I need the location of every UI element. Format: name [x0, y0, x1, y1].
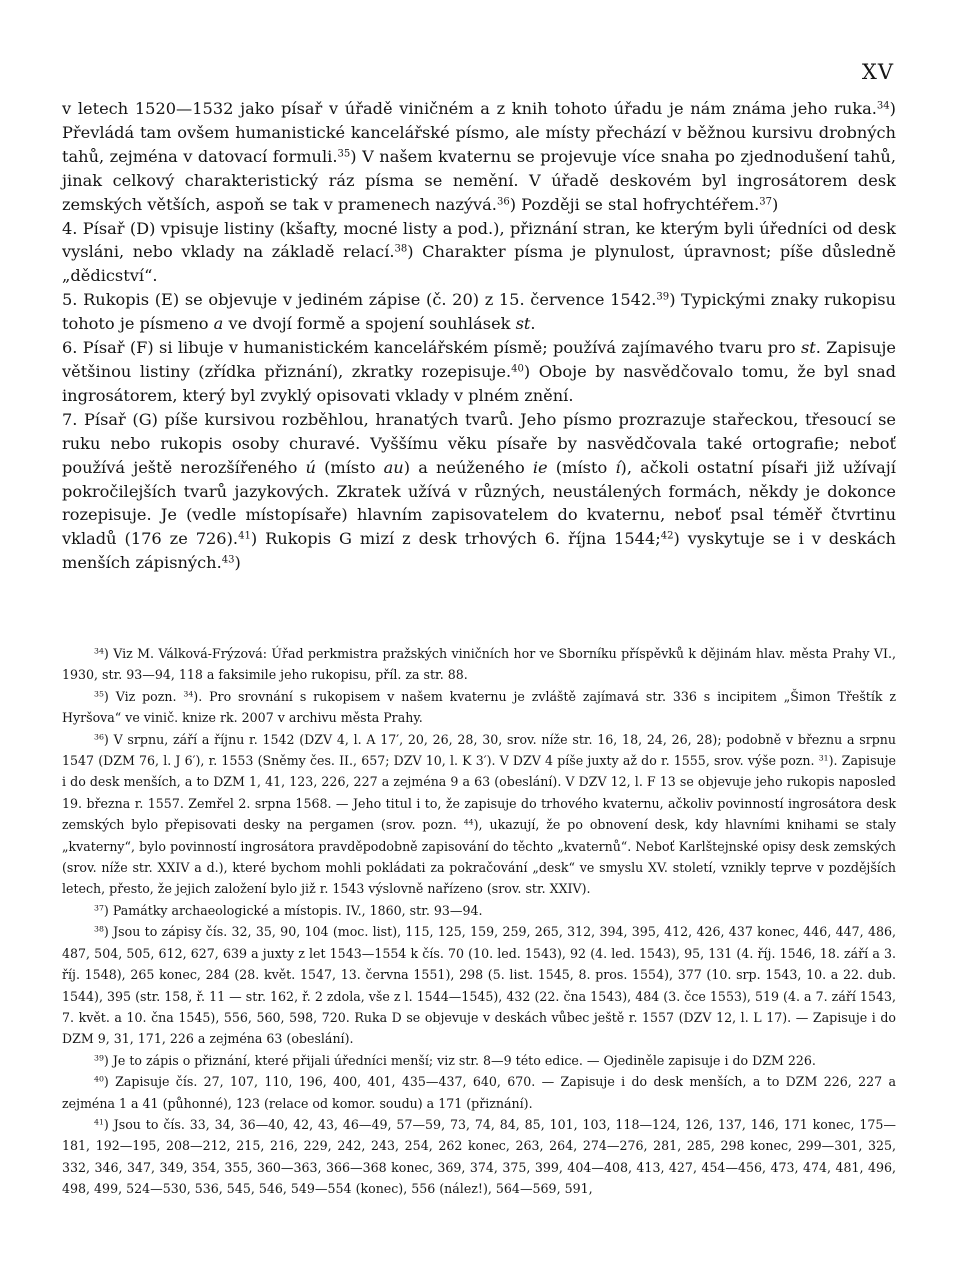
paragraph	[62, 288, 896, 336]
footnote	[62, 729, 896, 900]
italic-text: í	[615, 457, 621, 477]
text-run: ) Typickými znaky rukopisu tohoto je písmeno	[62, 290, 896, 334]
footnote	[62, 686, 896, 729]
text-run: 5. Rukopis (E) se objevuje v jediném zápise (č. 20) z 15. července 1542.	[62, 290, 657, 310]
footnote	[62, 1050, 896, 1071]
footnote-ref: 44	[463, 817, 474, 827]
text-run: ) Památky archaeologické a místopis. IV., 1860, str. 93—94.	[103, 902, 483, 918]
footnote-ref: 36	[496, 196, 510, 208]
footnote-ref: 38	[394, 243, 408, 255]
footnote-ref: 37	[759, 196, 772, 208]
footnote	[62, 921, 896, 1049]
text-run: (místo	[547, 457, 616, 477]
text-run: ve dvojí formě a spojení souhlásek	[223, 314, 516, 334]
text-run: ). Zapisuje i do desk menších, a to DZM 1, 41, 123, 226, 227 a zejména 9 a 63 (obeslání). V DZV 12, l. F 13 se objevuje jeho rukopis naposled 19. března r. 1557. Zemřel 2. srpna 1568. — Jeho titul i to, že zapisuje do trhového kvaternu, ačkoliv povinností ingrosátora desk zemských bylo přepisovati desky na pergamen (srov. pozn.	[62, 753, 897, 833]
paragraph	[62, 336, 896, 408]
text-run: ) Později se stal hofrychtéřem.	[509, 194, 760, 214]
text-run: ) Viz M. Válková-Frýzová: Úřad perkmistra pražských viničních hor ve Sborníku příspěvků k dějinám hlav. města Prahy VI., 1930, str. 93—94, 118 a faksimile jeho rukopisu, příl. za str. 88.	[62, 646, 896, 683]
footnote-ref: 35	[337, 148, 351, 160]
footnote-ref: 41	[94, 1117, 104, 1127]
footnote	[62, 1071, 896, 1114]
italic-text: ú	[305, 457, 316, 477]
italic-text: ie	[532, 457, 548, 477]
text-run: ), ukazují, že po obnovení desk, kdy hlavními knihami se staly „kvaterny“, bylo povinností ingrosátora pravděpodobně zapisování do těchto „kvaternů“. Neboť Karlštejnské opisy desk zemských (srov. níže str. XXIV a d.), které bychom mohli pokládati za pokračování „desk“ ve smyslu XV. století, vznikly teprve v pozdějších letech, přesto, že jejich založení bylo již r. 1543 výslovně nařízeno (srov. str. XXIV).	[62, 817, 896, 897]
footnote-ref: 39	[94, 1053, 104, 1063]
footnote	[62, 1114, 896, 1200]
text-run: ) Jsou to zápisy čís. 32, 35, 90, 104 (moc. list), 115, 125, 159, 259, 265, 312, 394, 395, 412, 426, 437 konec, 446, 447, 486, 487, 504, 505, 612, 627, 639 a juxty z let 1543—1554 k čís. 70 (10. led. 1543), 92 (4. led. 1543), 95, 131 (4. říj. 1546, 18. září a 3. říj. 1548), 265 konec, 284 (28. květ. 1547, 13. června 1551), 298 (5. list. 1545, 8. pros. 1554), 377 (10. srp. 1543, 10. a 22. dub. 1544), 395 (str. 158, ř. 11 — str. 162, ř. 2 zdola, vše z l. 1544—1545), 432 (22. čna 1543), 484 (3. čce 1553), 519 (4. a 7. září 1543, 7. květ. a 10. čna 1545), 556, 560, 598, 720. Ruka D se objevuje v deskách vůbec ještě r. 1557 (DZV 12, l. L 17). — Zapisuje i do DZM 9, 31, 171, 226 a zejména 63 (obeslání).	[62, 924, 896, 1047]
footnote-ref: 43	[221, 554, 235, 566]
text-run: )	[234, 553, 241, 573]
footnote-ref: 39	[656, 291, 670, 303]
paragraph	[62, 408, 896, 575]
text-run: ) Rukopis G mizí z desk trhových 6. října 1544;	[250, 529, 661, 549]
text-run: ) Převládá tam ovšem humanistické kancelářské písmo, ale místy přechází v běžnou kursivu drobných tahů, zejména v datovací formuli.	[62, 99, 896, 166]
footnote-ref: 38	[94, 925, 104, 934]
text-run: ) V srpnu, září a říjnu r. 1542 (DZV 4, l. A 17′, 20, 26, 28, 30, srov. níže str. 16, 18, 24, 26, 28); podobně v březnu a srpnu 1547 (DZM 76, l. J 6′), r. 1553 (Sněmy čes. II., 657; DZV 10, l. K 3′). V DZV 4 píše juxty až do r. 1555, srov. výše pozn.	[62, 731, 896, 769]
paragraph	[62, 217, 896, 289]
main-text	[62, 97, 896, 575]
footnote-ref: 40	[94, 1074, 104, 1084]
footnote-ref: 40	[511, 363, 524, 375]
italic-text: a	[213, 314, 224, 334]
text-run: )	[771, 194, 779, 214]
footnote-ref: 34	[94, 646, 104, 656]
text-run: 6. Písař (F) si libuje v humanistickém kancelářském písmě; používá zajímavého tvaru pro	[62, 338, 801, 358]
footnote-ref: 35	[94, 689, 104, 699]
text-run: ) Jsou to čís. 33, 34, 36—40, 42, 43, 46—49, 57—59, 73, 74, 84, 85, 101, 103, 118—124, 126, 137, 146, 171 konec, 175—181, 192—195, 208—212, 215, 216, 229, 242, 243, 254, 262 konec, 263, 264, 274—276, 281, 285, 298 konec, 299—301, 325, 332, 346, 347, 349, 354, 355, 360—363, 366—368 konec, 369, 374, 375, 399, 404—408, 413, 427, 454—456, 473, 474, 481, 496, 498, 499, 524—530, 536, 545, 546, 549—554 (konec), 556 (nález!), 564—569, 591,	[62, 1116, 896, 1197]
text-run: 4. Písař (D) vpisuje listiny (kšafty, mocné listy a pod.), přiznání stran, ke kterým byli úředníci od desk vysláni, nebo vklady na základě relací.	[62, 218, 896, 262]
text-run: . Zapisuje většinou listiny (zřídka přiznání), zkratky rozepisuje.	[62, 338, 896, 381]
italic-text: au	[383, 457, 404, 477]
paragraph	[62, 97, 896, 217]
text-run: 7. Písař (G) píše kursivou rozběhlou, hranatých tvarů. Jeho písmo prozrazuje stařeckou, třesoucí se ruku nebo rukopis osoby churavé. Vyššímu věku písaře by nasvědčovala také ortografie; neboť používá ještě nerozšířeného	[62, 409, 896, 477]
page-number: XV	[861, 60, 894, 84]
footnote-ref: 42	[660, 530, 674, 542]
text-run: ) vyskytuje se i v deskách menších zápisných.	[62, 529, 896, 573]
footnote	[62, 643, 896, 686]
text-run: ) Viz pozn.	[103, 688, 184, 704]
text-run: ) Oboje by nasvědčovalo tomu, že byl snad ingrosátorem, který byl zvyklý opisovati vklady v plném znění.	[62, 361, 896, 405]
footnote	[62, 900, 896, 921]
footnote-ref: 36	[94, 732, 104, 742]
footnote-ref: 41	[238, 530, 251, 542]
text-run: v letech 1520—1532 jako písař v úřadě viničném a z knih tohoto úřadu je nám známa jeho ruka.	[62, 99, 877, 118]
text-run: ) Zapisuje čís. 27, 107, 110, 196, 400, 401, 435—437, 640, 670. — Zapisuje i do desk menších, a to DZM 226, 227 a zejména 1 a 41 (půhonné), 123 (relace od komor. soudu) a 171 (přiznání).	[62, 1074, 896, 1111]
footnote-ref: 37	[94, 903, 104, 913]
text-run: ) V našem kvaternu se projevuje více snaha po zjednodušení tahů, jinak celkový charakteristický ráz písma se nemění. V úřadě deskovém byl ingrosátorem desk zemských větších, aspoň se tak v pramenech nazývá.	[62, 146, 896, 214]
text-run: .	[530, 314, 536, 334]
footnotes	[62, 643, 896, 1200]
footnote-ref: 34	[183, 689, 194, 699]
italic-text: st	[800, 338, 816, 358]
text-run: ) Charakter písma je plynulost, úpravnost; píše důsledně „dědicství“.	[62, 242, 896, 286]
text-run: ) a neúženého	[403, 457, 533, 477]
footnote-ref: 31	[818, 753, 829, 763]
text-run: ) Je to zápis o přiznání, které přijali úředníci menší; viz str. 8—9 této edice. — Ojediněle zapisuje i do DZM 226.	[103, 1052, 816, 1068]
italic-text: st	[515, 314, 531, 334]
text-run: ). Pro srovnání s rukopisem v našem kvaternu je zvláště zajímavá str. 336 s incipitem „Šimon Třeštík z Hyršova“ ve vinič. knize rk. 2007 v archivu města Prahy.	[62, 688, 897, 726]
text-run: ), ačkoli ostatní písaři již užívají pokročilejších tvarů jazykových. Zkratek užívá v různých, neustálených formách, někdy je dokonce rozepisuje. Je (vedle místopísaře) hlavním zapisovatelem do kvaternu, neboť psal téměř čtvrtinu vkladů (176 ze 726).	[62, 457, 896, 549]
text-run: (místo	[315, 457, 384, 477]
footnote-ref: 34	[876, 100, 890, 112]
